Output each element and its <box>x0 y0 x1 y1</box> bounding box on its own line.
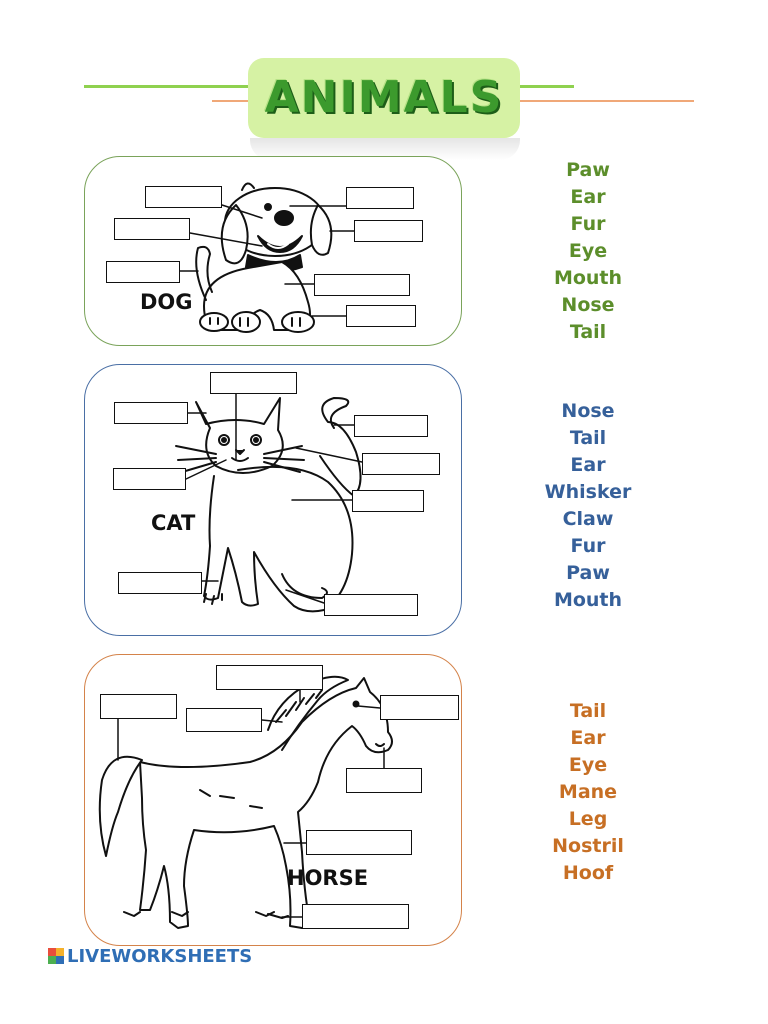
dog-word: Nose <box>561 294 615 316</box>
horse-word: Hoof <box>562 862 614 884</box>
dog-name: DOG <box>140 290 193 314</box>
cat-answer-box-6[interactable] <box>352 490 424 512</box>
horse-answer-box-7[interactable] <box>302 904 409 929</box>
dog-word: Eye <box>568 240 608 262</box>
cat-word: Paw <box>566 562 610 584</box>
cat-answer-box-1[interactable] <box>210 372 297 394</box>
footer-brand[interactable] <box>48 944 252 968</box>
dog-word: Ear <box>570 186 606 208</box>
liveworksheets-logo-icon <box>48 948 64 964</box>
dog-word: Tail <box>569 321 607 343</box>
horse-answer-box-2[interactable] <box>100 694 177 719</box>
horse-word: Mane <box>558 781 618 803</box>
footer-brand-text: LIVEWORKSHEETS <box>67 945 253 967</box>
cat-answer-box-2[interactable] <box>114 402 188 424</box>
dog-answer-box-5[interactable] <box>354 220 423 242</box>
dog-answer-box-6[interactable] <box>314 274 410 296</box>
cat-word: Whisker <box>544 481 632 503</box>
cat-word: Tail <box>569 427 607 449</box>
cat-word: Nose <box>561 400 615 422</box>
horse-answer-box-1[interactable] <box>216 665 323 690</box>
dog-answer-box-4[interactable] <box>346 187 414 209</box>
cat-answer-box-7[interactable] <box>118 572 202 594</box>
cat-answer-box-5[interactable] <box>362 453 440 475</box>
dog-word: Fur <box>570 213 606 235</box>
dog-word: Mouth <box>553 267 623 289</box>
dog-answer-box-7[interactable] <box>346 305 416 327</box>
cat-answer-box-4[interactable] <box>354 415 428 437</box>
cat-word: Ear <box>570 454 606 476</box>
cat-word-list <box>528 398 648 614</box>
dog-word: Paw <box>566 159 610 181</box>
dog-answer-box-3[interactable] <box>106 261 180 283</box>
dog-word-list <box>528 157 648 346</box>
horse-answer-box-4[interactable] <box>380 695 459 720</box>
horse-name: HORSE <box>287 866 369 890</box>
horse-word: Ear <box>570 727 606 749</box>
dog-answer-box-1[interactable] <box>145 186 222 208</box>
cat-answer-box-8[interactable] <box>324 594 418 616</box>
cat-illustration <box>176 398 361 611</box>
horse-word: Eye <box>568 754 608 776</box>
horse-answer-box-5[interactable] <box>346 768 422 793</box>
horse-word: Leg <box>568 808 608 830</box>
dog-answer-box-2[interactable] <box>114 218 190 240</box>
cat-word: Mouth <box>553 589 623 611</box>
horse-word-list <box>528 698 648 887</box>
cat-word: Fur <box>570 535 606 557</box>
horse-word: Nostril <box>552 835 624 857</box>
horse-answer-box-3[interactable] <box>186 708 262 732</box>
cat-name: CAT <box>151 511 196 535</box>
page-title: ANIMALS <box>264 72 504 123</box>
horse-word: Tail <box>569 700 607 722</box>
horse-answer-box-6[interactable] <box>306 830 412 855</box>
cat-answer-box-3[interactable] <box>113 468 186 490</box>
cat-word: Claw <box>562 508 614 530</box>
